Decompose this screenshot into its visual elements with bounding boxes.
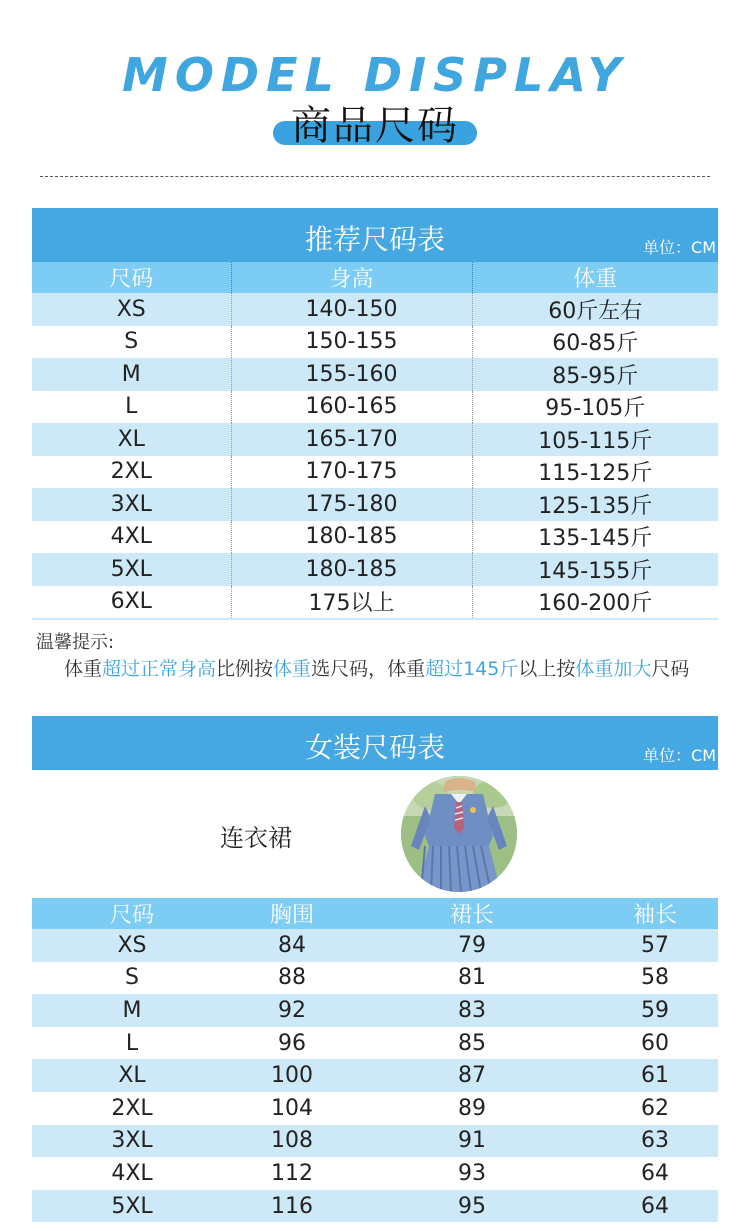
dress-label: 连衣裙: [220, 824, 292, 852]
table-row: [32, 1190, 718, 1223]
cell-size: XL: [32, 1059, 232, 1092]
cell-bust: 100: [232, 1059, 352, 1092]
cell-sleeve-length: 58: [592, 962, 718, 995]
cell-size: XS: [32, 929, 232, 962]
cell-size: XL: [32, 423, 231, 456]
cell-bust: 84: [232, 929, 352, 962]
cell-size: L: [32, 1027, 232, 1060]
tip-part: 体重: [64, 658, 103, 680]
cell-height: 175以上: [231, 586, 472, 620]
table-row: [32, 358, 718, 391]
tip-part: 比例按: [216, 658, 274, 680]
cell-size: M: [32, 358, 231, 391]
cell-weight: 135-145斤: [472, 521, 718, 554]
tip-highlight: 体重加大: [575, 658, 652, 680]
column-header-height: 身高: [231, 262, 472, 293]
cell-bust: 108: [232, 1125, 352, 1158]
table-row: [32, 521, 718, 554]
cell-dress-length: 89: [352, 1092, 592, 1125]
cell-sleeve-length: 64: [592, 1190, 718, 1223]
table-row: [32, 488, 718, 521]
cell-size: 3XL: [32, 488, 231, 521]
cell-sleeve-length: 59: [592, 994, 718, 1027]
cell-dress-length: 91: [352, 1125, 592, 1158]
cell-dress-length: 95: [352, 1190, 592, 1223]
cell-dress-length: 87: [352, 1059, 592, 1092]
cell-weight: 85-95斤: [472, 358, 718, 391]
dashed-divider: [40, 176, 710, 177]
cell-size: L: [32, 391, 231, 424]
cell-size: S: [32, 326, 231, 359]
tip-label: 温馨提示:: [36, 632, 115, 653]
cell-size: M: [32, 994, 232, 1027]
cell-bust: 104: [232, 1092, 352, 1125]
cell-height: 180-185: [231, 521, 472, 554]
table-row: [32, 962, 718, 995]
cell-size: 2XL: [32, 456, 231, 489]
table-header-row: [32, 898, 718, 929]
page-header: [0, 0, 750, 190]
cell-height: 150-155: [231, 326, 472, 359]
column-header-size: 尺码: [32, 898, 232, 929]
cell-sleeve-length: 64: [592, 1157, 718, 1190]
cell-dress-length: 85: [352, 1027, 592, 1060]
tip-part: 尺码: [651, 658, 690, 680]
cell-dress-length: 81: [352, 962, 592, 995]
womens-unit-label: 单位：CM: [643, 746, 716, 765]
table-row: [32, 1157, 718, 1190]
cell-sleeve-length: 62: [592, 1092, 718, 1125]
cell-size: S: [32, 962, 232, 995]
cell-bust: 88: [232, 962, 352, 995]
cell-size: 5XL: [32, 1190, 232, 1223]
recommended-unit-label: 单位：CM: [643, 238, 716, 257]
tip-part: 以上按: [518, 658, 576, 680]
cell-height: 180-185: [231, 553, 472, 586]
tip-highlight: 体重: [273, 658, 312, 680]
table-row: [32, 586, 718, 620]
page-title: 商品尺码: [291, 103, 459, 149]
column-header-bust: 胸围: [232, 898, 352, 929]
table-row: [32, 994, 718, 1027]
cell-size: 3XL: [32, 1125, 232, 1158]
tip-highlight: 超过正常身高: [102, 658, 217, 680]
table-row: [32, 1027, 718, 1060]
table-row: [32, 423, 718, 456]
recommended-size-table: [32, 262, 718, 620]
cell-dress-length: 83: [352, 994, 592, 1027]
cell-weight: 160-200斤: [472, 586, 718, 620]
cell-bust: 96: [232, 1027, 352, 1060]
table-row: [32, 391, 718, 424]
tip-part: 选尺码，体重: [311, 658, 426, 680]
womens-size-title: 女装尺码表: [304, 731, 445, 764]
cell-height: 160-165: [231, 391, 472, 424]
cell-bust: 112: [232, 1157, 352, 1190]
table-row: [32, 553, 718, 586]
cell-size: 4XL: [32, 521, 231, 554]
column-header-sleeve-length: 袖长: [592, 898, 718, 929]
cell-weight: 125-135斤: [472, 488, 718, 521]
cell-weight: 105-115斤: [472, 423, 718, 456]
cell-size: XS: [32, 293, 231, 326]
column-header-size: 尺码: [32, 262, 231, 293]
table-header-row: [32, 262, 718, 293]
table-row: [32, 929, 718, 962]
cell-weight: 95-105斤: [472, 391, 718, 424]
table-row: [32, 1125, 718, 1158]
brand-heading: MODEL DISPLAY: [122, 48, 628, 102]
cell-height: 175-180: [231, 488, 472, 521]
cell-size: 6XL: [32, 586, 231, 620]
cell-weight: 115-125斤: [472, 456, 718, 489]
cell-sleeve-length: 60: [592, 1027, 718, 1060]
column-header-dress-length: 裙长: [352, 898, 592, 929]
cell-sleeve-length: 61: [592, 1059, 718, 1092]
cell-height: 170-175: [231, 456, 472, 489]
cell-dress-length: 93: [352, 1157, 592, 1190]
cell-weight: 60-85斤: [472, 326, 718, 359]
cell-weight: 145-155斤: [472, 553, 718, 586]
dress-photo: [401, 776, 517, 892]
womens-size-banner: [32, 716, 718, 770]
cell-bust: 116: [232, 1190, 352, 1223]
cell-size: 4XL: [32, 1157, 232, 1190]
recommended-size-banner: [32, 208, 718, 262]
table-row: [32, 1092, 718, 1125]
cell-height: 140-150: [231, 293, 472, 326]
cell-weight: 60斤左右: [472, 293, 718, 326]
cell-sleeve-length: 63: [592, 1125, 718, 1158]
column-header-weight: 体重: [472, 262, 718, 293]
recommended-size-title: 推荐尺码表: [304, 223, 445, 256]
cell-sleeve-length: 57: [592, 929, 718, 962]
cell-dress-length: 79: [352, 929, 592, 962]
table-row: [32, 1059, 718, 1092]
dress-illustration: [401, 776, 517, 892]
cell-bust: 92: [232, 994, 352, 1027]
cell-size: 2XL: [32, 1092, 232, 1125]
table-row: [32, 326, 718, 359]
cell-height: 155-160: [231, 358, 472, 391]
cell-height: 165-170: [231, 423, 472, 456]
cell-size: 5XL: [32, 553, 231, 586]
tip-text: [64, 654, 689, 681]
table-row: [32, 456, 718, 489]
table-row: [32, 293, 718, 326]
tip-highlight: 超过145斤: [425, 658, 519, 680]
womens-size-table: [32, 898, 718, 1222]
